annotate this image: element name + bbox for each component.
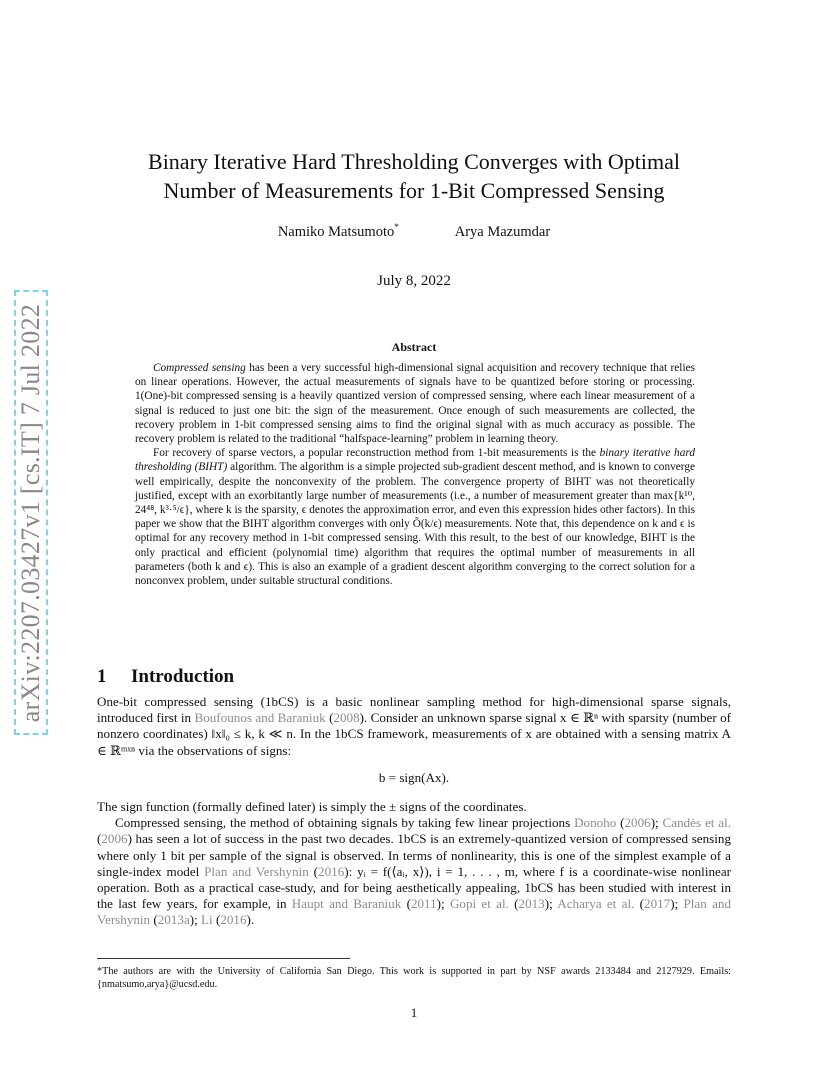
intro-paragraph-3: Compressed sensing, the method of obtaining signals by taking few linear projections Donoho (2006); Candès et al. (2006) has seen a lot of success in the past two decades. 1bCS is an extremely-quantized version of compressed sensing where only 1 bit per sample of the signal is observed. In terms of nonlinearity, this is one of the simplest example of a single-index model Plan and Vershynin (2016): yᵢ = f(⟨aᵢ, x⟩), i = 1, . . . , m, where f is a coordinate-wise nonlinear operation. Both as a practical case-study, and for being aesthetically appealing, 1bCS has been studied with interest in the last few years, for example, in Haupt and Baraniuk (2011); Gopi et al. (2013); Acharya et al. (2017); Plan and Vershynin (2013a); Li (2016). (97, 815, 731, 928)
abstract-emphasis-2: binary iterative hard thresholding (BIHT) (135, 447, 695, 474)
abstract-emphasis-1: Compressed sensing (153, 362, 246, 374)
citation-link[interactable]: Donoho (574, 815, 617, 831)
citation-link[interactable]: Plan and Vershynin (204, 863, 309, 879)
abstract-body (135, 361, 695, 588)
abstract-paragraph-1 (135, 361, 695, 446)
abstract-text-2a: For recovery of sparse vectors, a popular reconstruction method from 1-bit measurements is the (153, 447, 600, 460)
citation-link[interactable]: Candès et al. (662, 815, 731, 831)
author-1-footnote-mark: * (394, 222, 399, 232)
author-1-name: Namiko Matsumoto (277, 223, 395, 240)
abstract-heading: Abstract (391, 340, 437, 354)
section-number: 1 (97, 666, 107, 687)
section-heading (97, 666, 234, 688)
citation-year-link[interactable]: 2016 (220, 912, 247, 928)
author-1 (278, 224, 399, 240)
citation-link[interactable]: Li (201, 912, 213, 928)
citation-link[interactable]: Plan and Vershynin (97, 896, 731, 928)
paper-date: July 8, 2022 (377, 273, 451, 289)
intro-text: One-bit compressed sensing (1bCS) is a basic nonlinear sampling method for high-dimensional sparse signals, introduced first in (97, 694, 731, 726)
citation-year-link[interactable]: 2008 (333, 710, 360, 726)
citation-year-link[interactable]: 2006 (624, 815, 651, 831)
abstract-text-1: has been a very successful high-dimensional signal acquisition and recovery technique that relies on linear operations. However, the actual measurements of signals have to be quantized before storing or processing. 1(One)-bit compressed sensing is a heavily quantized version of compressed sensing, where each linear measurement of a signal is reduced to just one bit: the sign of the measurement. Once enough of such measurements are collected, the recovery problem in 1-bit compressed sensing aims to find the original signal with as much accuracy as possible. The recovery problem is related to the traditional “halfspace-learning” problem in learning theory. (135, 362, 695, 446)
citation-link[interactable]: Acharya et al. (557, 896, 635, 912)
citation-link[interactable]: Haupt and Baraniuk (291, 896, 402, 912)
citation-year-link[interactable]: 2017 (644, 896, 671, 912)
intro-text: ) has seen a lot of success in the past two decades. 1bCS is an extremely-quantized version of compressed sensing where only 1 bit per sample of the signal is observed. In terms of nonlinearity, this is one of the simplest example of a single-index model (97, 831, 731, 879)
title-line-1: Binary Iterative Hard Thresholding Converges with Optimal (148, 149, 680, 174)
intro-paragraph-1: One-bit compressed sensing (1bCS) is a basic nonlinear sampling method for high-dimensional sparse signals, introduced first in Boufounos and Baraniuk (2008). Consider an unknown sparse signal x ∈ ℝⁿ with sparsity (number of nonzero coordinates) ‖x‖₀ ≤ k, k ≪ n. In the 1bCS framework, measurements of x are obtained with a sensing matrix A ∈ ℝᵐˣⁿ via the observations of signs: (97, 694, 731, 758)
abstract-text-2b: algorithm. The algorithm is a simple projected sub-gradient descent method, and is known to converge well empirically, despite the nonconvexity of the problem. The convergence property of BIHT was not theoretically justified, except with an exorbitantly large number of measurements (i.e., a number of measurement greater than max{k¹⁰, 24⁴⁸, k³·⁵/ϵ}, where k is the sparsity, ϵ denotes the approximation error, and even this expression hides other factors). In this paper we show that the BIHT algorithm converges with only Õ(k/ϵ) measurements. Note that, this dependence on k and ϵ is optimal for any recovery method in 1-bit compressed sensing. With this result, to the best of our knowledge, BIHT is the only practical and efficient (polynomial time) algorithm that requires the optimal number of measurements in all parameters (both k and ϵ). This is also an example of a gradient descent algorithm converging to the correct solution for a nonconvex problem, under suitable structural conditions. (135, 461, 695, 588)
author-2: Arya Mazumdar (454, 223, 551, 240)
page-number: 1 (410, 1005, 418, 1020)
paper-title (0, 147, 828, 205)
intro-text: ). Consider an unknown sparse signal x ∈ ℝⁿ with sparsity (number of nonzero coordinates) ‖x‖₀ ≤ k, k ≪ n. In the 1bCS framework, measurements of x are obtained with a sensing matrix A ∈ ℝᵐˣⁿ via the observations of signs: (97, 710, 731, 758)
arxiv-stamp (14, 290, 48, 735)
citation-year-link[interactable]: 2013a (157, 912, 190, 928)
arxiv-identifier: arXiv:2207.03427v1 [cs.IT] 7 Jul 2022 (16, 303, 45, 722)
intro-paragraph-2: The sign function (formally defined later) is simply the ± signs of the coordinates. (97, 799, 527, 815)
citation-year-link[interactable]: 2016 (318, 863, 345, 879)
citation-year-link[interactable]: 2013 (518, 896, 545, 912)
intro-text: ): yᵢ = f(⟨aᵢ, x⟩), i = 1, . . . , m, where f is a coordinate-wise nonlinear operation. Both as a practical case-study, and for being aesthetically appealing, 1bCS has been studied with interest in the last few years, for example, in (97, 863, 731, 912)
author-list (0, 222, 828, 241)
section-title: Introduction (131, 666, 235, 687)
citation-link[interactable]: Gopi et al. (449, 896, 509, 912)
abstract-paragraph-2 (135, 446, 695, 588)
citation-link[interactable]: Boufounos and Baraniuk (194, 710, 326, 726)
citation-year-link[interactable]: 2006 (101, 831, 128, 847)
introduction-body (97, 694, 731, 929)
footnote: *The authors are with the University of California San Diego. This work is supported in part by NSF awards 2133484 and 2127929. Emails: {nmatsumo,arya}@ucsd.edu. (97, 958, 731, 991)
citation-year-link[interactable]: 2011 (410, 896, 437, 912)
title-line-2: Number of Measurements for 1-Bit Compressed Sensing (163, 178, 665, 203)
display-equation: b = sign(Ax). (378, 769, 450, 785)
intro-text: Compressed sensing, the method of obtaining signals by taking few linear projections (115, 815, 575, 831)
